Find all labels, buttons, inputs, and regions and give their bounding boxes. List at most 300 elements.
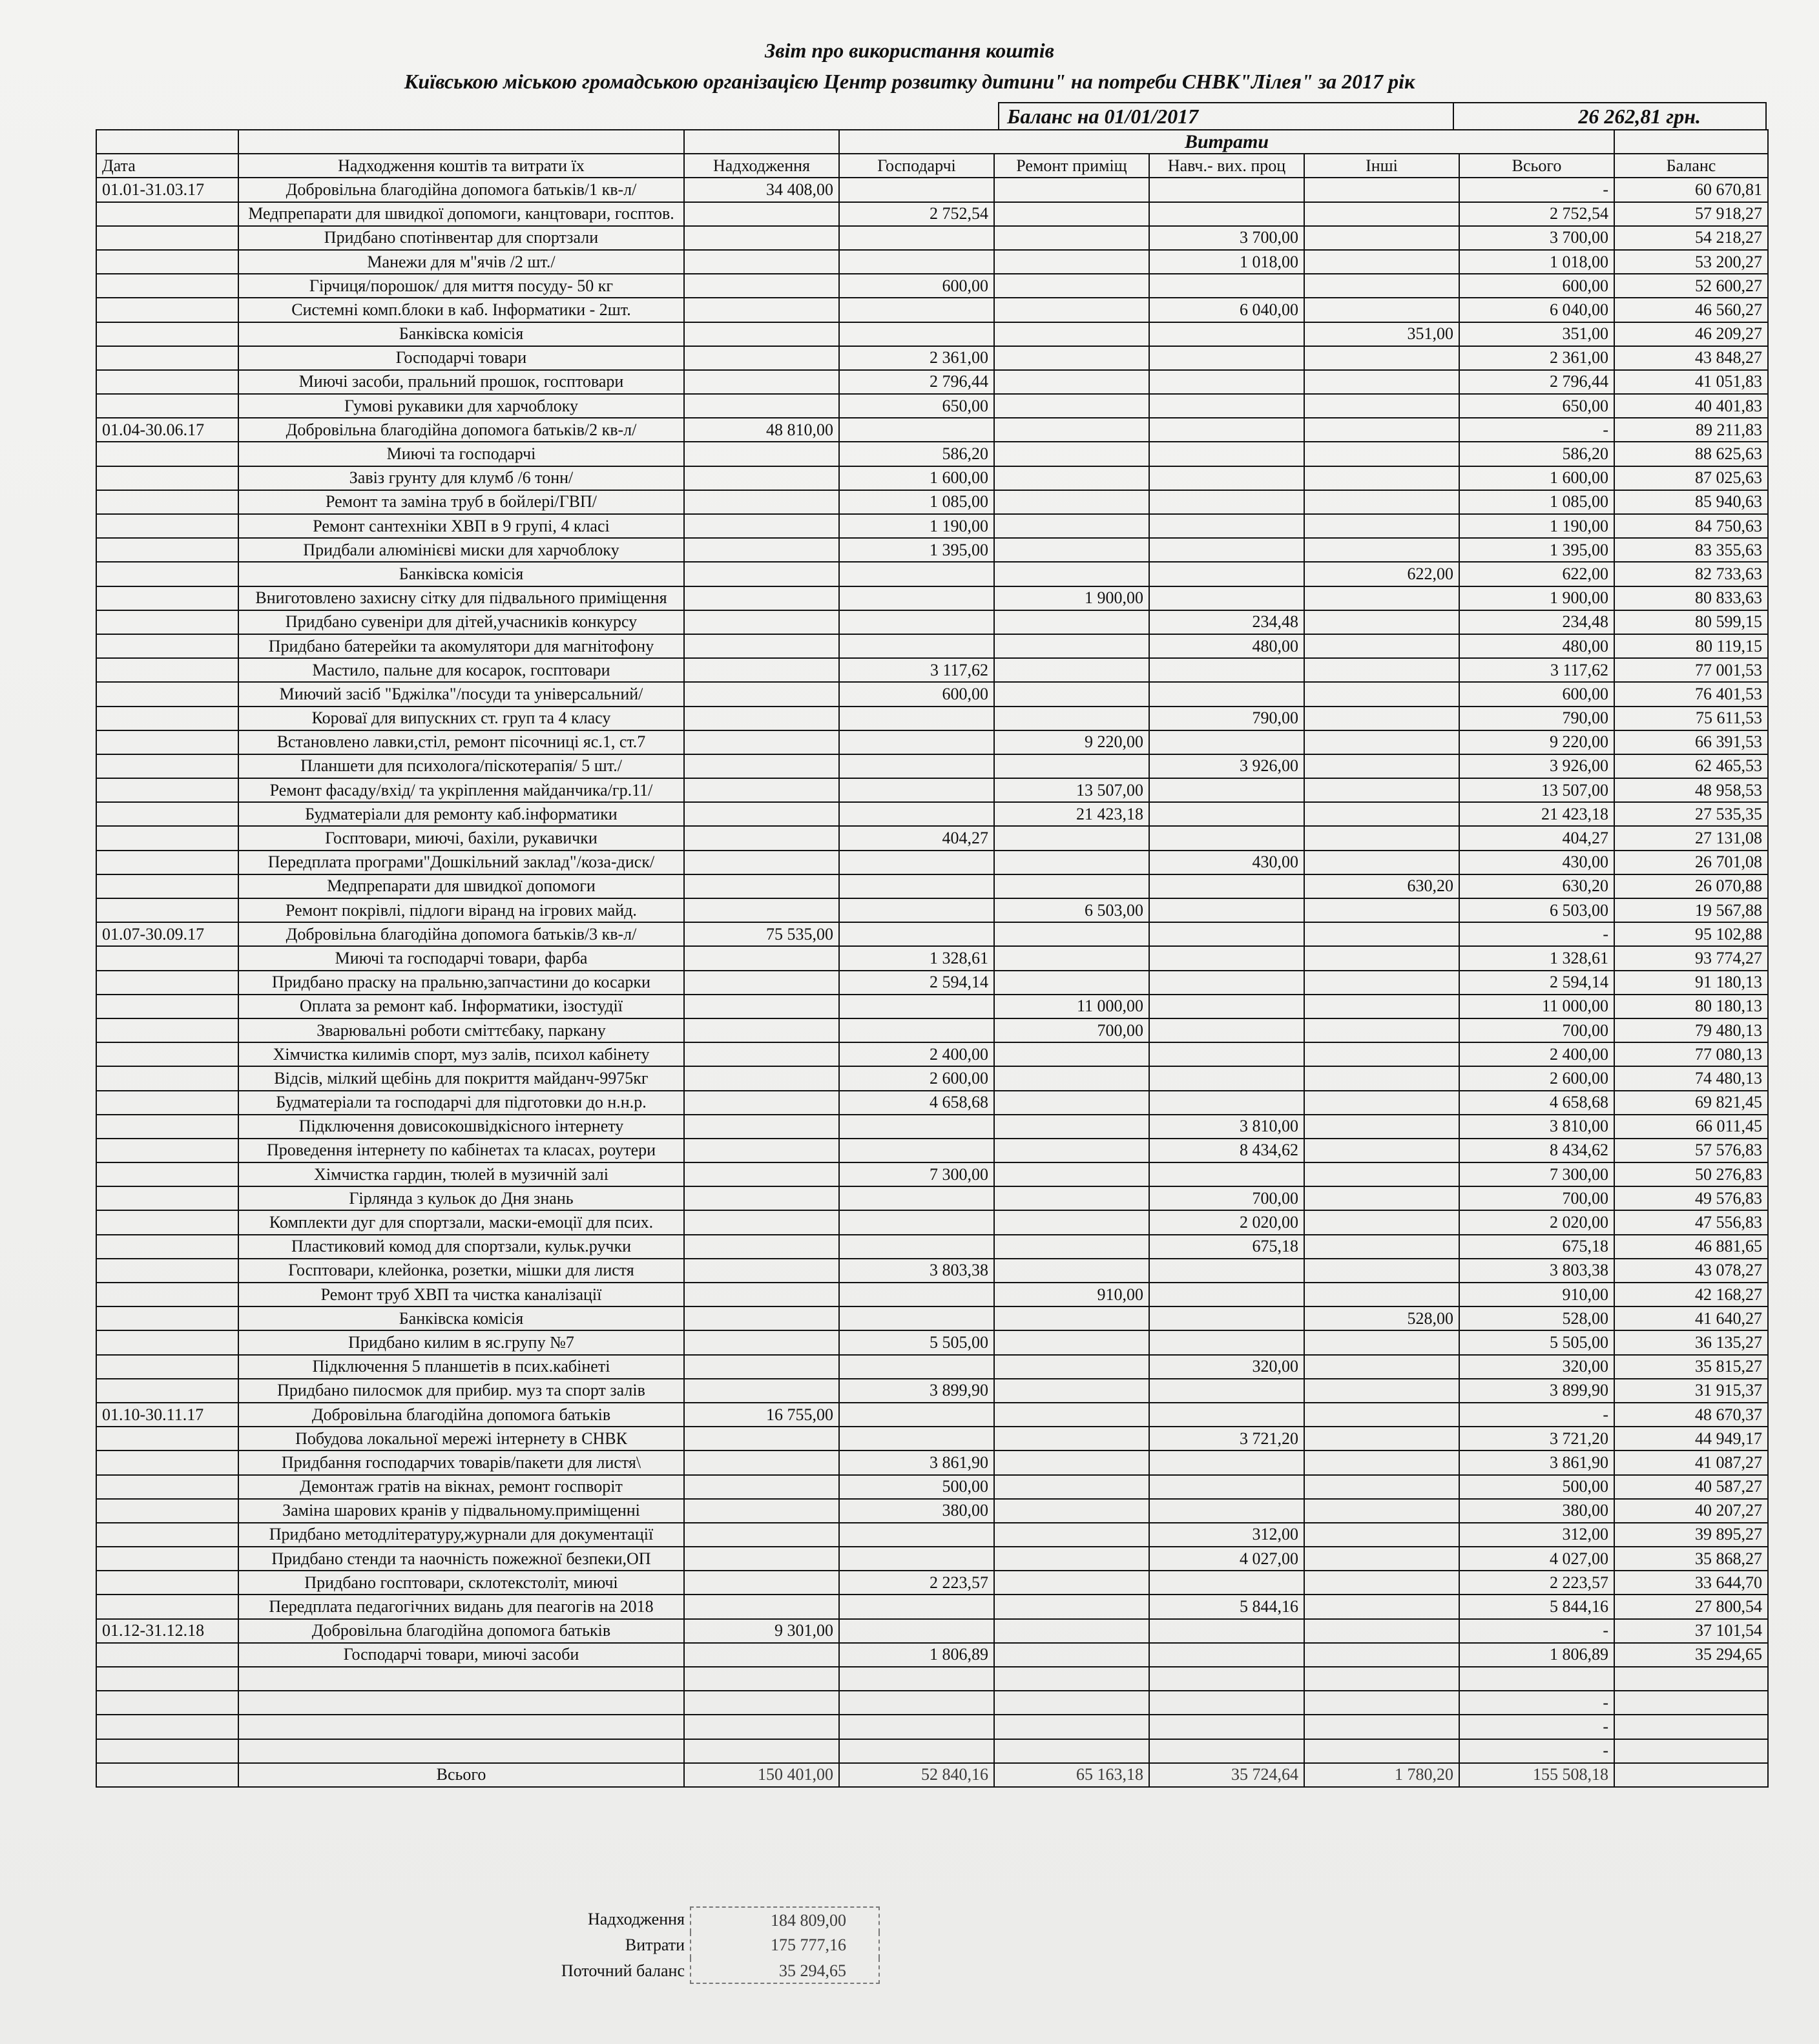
cell-income (684, 1139, 839, 1162)
cell-repair (994, 1475, 1149, 1499)
cell-household: 3 899,90 (839, 1379, 994, 1403)
cell-balance: 46 209,27 (1614, 322, 1768, 346)
cell-household: 2 361,00 (839, 346, 994, 370)
cell-date (96, 298, 238, 322)
cell-edu (1149, 826, 1304, 850)
cell-household: 1 328,61 (839, 946, 994, 970)
cell-desc: Придбання господарчих товарів/пакети для листя\ (238, 1450, 684, 1474)
cell-other: 622,00 (1304, 562, 1459, 586)
cell-total: 2 796,44 (1459, 370, 1614, 394)
cell-desc: Миючі засоби, пральний прошок, госптовари (238, 370, 684, 394)
cell-date (96, 274, 238, 298)
cell-edu: 790,00 (1149, 707, 1304, 730)
cell-other (1304, 1715, 1459, 1739)
table-row (96, 1450, 1768, 1474)
cell-household (839, 1523, 994, 1547)
cell-balance: 35 868,27 (1614, 1547, 1768, 1571)
cell-income (684, 1427, 839, 1450)
table-row (96, 658, 1768, 682)
cell-edu: 4 027,00 (1149, 1547, 1304, 1571)
cell-income (684, 1259, 839, 1283)
cell-total: 790,00 (1459, 707, 1614, 730)
cell-balance: 41 640,27 (1614, 1306, 1768, 1330)
cell-date (96, 1450, 238, 1474)
cell-balance: 54 218,27 (1614, 226, 1768, 250)
cell-household (839, 322, 994, 346)
cell-repair (994, 1355, 1149, 1379)
cell-total: 2 223,57 (1459, 1571, 1614, 1595)
cell-total: 1 600,00 (1459, 466, 1614, 490)
cell-household: 2 796,44 (839, 370, 994, 394)
cell-income (684, 851, 839, 874)
cell-desc: Добровільна благодійна допомога батьків/3 кв-л/ (238, 922, 684, 946)
cell-total: 21 423,18 (1459, 802, 1614, 826)
cell-edu (1149, 538, 1304, 562)
cell-repair (994, 1066, 1149, 1090)
cell-household: 500,00 (839, 1475, 994, 1499)
cell-total: 312,00 (1459, 1523, 1614, 1547)
cell-desc: Передплата педагогічних видань для пеагогів на 2018 (238, 1595, 684, 1618)
cell-desc: Придбано сувеніри для дітей,учасників конкурсу (238, 610, 684, 634)
cell-household: 2 400,00 (839, 1042, 994, 1066)
cell-desc: Комплекти дуг для спортзали, маски-емоції для псих. (238, 1210, 684, 1234)
cell-balance: 66 391,53 (1614, 730, 1768, 754)
cell-other (1304, 226, 1459, 250)
table-row (96, 851, 1768, 874)
cell-balance: 40 587,27 (1614, 1475, 1768, 1499)
cell-income (684, 1379, 839, 1403)
cell-repair (994, 826, 1149, 850)
cell-date (96, 1739, 238, 1763)
cell-household (839, 898, 994, 922)
cell-balance (1614, 1739, 1768, 1763)
cell-repair (994, 1091, 1149, 1115)
cell-total: - (1459, 922, 1614, 946)
cell-household: 1 395,00 (839, 538, 994, 562)
cell-desc: Ремонт та заміна труб в бойлері/ГВП/ (238, 490, 684, 514)
cell-income (684, 707, 839, 730)
total-cell-household: 52 840,16 (839, 1763, 994, 1787)
cell-desc: Будматеріали та господарчі для підготовки до н.н.р. (238, 1091, 684, 1115)
cell-total: 5 844,16 (1459, 1595, 1614, 1618)
total-cell-income: 150 401,00 (684, 1763, 839, 1787)
cell-desc: Придбано госптовари, склотекстоліт, миючі (238, 1571, 684, 1595)
cell-edu (1149, 778, 1304, 802)
cell-edu: 430,00 (1149, 851, 1304, 874)
cell-other (1304, 1739, 1459, 1763)
cell-total: 2 400,00 (1459, 1042, 1614, 1066)
cell-other (1304, 1283, 1459, 1306)
cell-other (1304, 1619, 1459, 1643)
cell-repair: 21 423,18 (994, 802, 1149, 826)
cell-edu (1149, 1450, 1304, 1474)
cell-date (96, 1571, 238, 1595)
cell-household (839, 1595, 994, 1618)
table-row (96, 1139, 1768, 1162)
cell-other (1304, 610, 1459, 634)
cell-income (684, 1355, 839, 1379)
cell-income (684, 995, 839, 1018)
cell-date (96, 754, 238, 778)
header-group-row (96, 130, 1768, 154)
cell-date (96, 682, 238, 706)
cell-desc: Банківска комісія (238, 1306, 684, 1330)
cell-edu (1149, 922, 1304, 946)
cell-total (1459, 1667, 1614, 1691)
cell-edu (1149, 1691, 1304, 1715)
cell-total: 8 434,62 (1459, 1139, 1614, 1162)
cell-repair (994, 922, 1149, 946)
table-row (96, 346, 1768, 370)
cell-repair (994, 250, 1149, 274)
cell-household (839, 1739, 994, 1763)
cell-desc: Ремонт сантехніки ХВП в 9 групі, 4 класі (238, 514, 684, 538)
table-row (96, 874, 1768, 898)
cell-household (839, 1186, 994, 1210)
table-row (96, 178, 1768, 201)
cell-desc: Планшети для психолога/піскотерапія/ 5 шт./ (238, 754, 684, 778)
cell-total: - (1459, 1739, 1614, 1763)
cell-balance: 91 180,13 (1614, 971, 1768, 995)
cell-total: 3 700,00 (1459, 226, 1614, 250)
cell-repair (994, 1379, 1149, 1403)
cell-balance: 83 355,63 (1614, 538, 1768, 562)
cell-edu (1149, 898, 1304, 922)
summary-row (491, 1958, 880, 1984)
cell-repair: 13 507,00 (994, 778, 1149, 802)
cell-income (684, 682, 839, 706)
cell-desc: Миючі та господарчі товари, фарба (238, 946, 684, 970)
cell-repair: 9 220,00 (994, 730, 1149, 754)
cell-date (96, 1475, 238, 1499)
cell-total: 500,00 (1459, 1475, 1614, 1499)
cell-repair (994, 754, 1149, 778)
summary-block (491, 1906, 880, 1984)
cell-household (839, 1667, 994, 1691)
cell-household: 1 190,00 (839, 514, 994, 538)
cell-income (684, 586, 839, 610)
cell-desc: Добровільна благодійна допомога батьків (238, 1619, 684, 1643)
cell-edu (1149, 490, 1304, 514)
cell-balance: 48 670,37 (1614, 1403, 1768, 1427)
cell-income (684, 1499, 839, 1523)
cell-income (684, 1523, 839, 1547)
cell-date (96, 442, 238, 466)
cell-balance: 60 670,81 (1614, 178, 1768, 201)
cell-household (839, 707, 994, 730)
cell-desc: Підключення 5 планшетів в псих.кабінеті (238, 1355, 684, 1379)
table-row (96, 538, 1768, 562)
cell-date (96, 1210, 238, 1234)
cell-total: 3 721,20 (1459, 1427, 1614, 1450)
cell-repair (994, 1259, 1149, 1283)
cell-repair (994, 466, 1149, 490)
cell-other (1304, 995, 1459, 1018)
cell-income (684, 1042, 839, 1066)
cell-total: 622,00 (1459, 562, 1614, 586)
cell-edu (1149, 1715, 1304, 1739)
cell-edu: 675,18 (1149, 1235, 1304, 1259)
cell-desc: Передплата програми"Дошкільний заклад"/коза-диск/ (238, 851, 684, 874)
total-cell-total: 155 508,18 (1459, 1763, 1614, 1787)
cell-repair (994, 1571, 1149, 1595)
cell-date (96, 1162, 238, 1186)
cell-date (96, 1042, 238, 1066)
cell-desc (238, 1691, 684, 1715)
cell-other (1304, 418, 1459, 442)
cell-balance: 40 207,27 (1614, 1499, 1768, 1523)
cell-repair (994, 490, 1149, 514)
cell-other (1304, 370, 1459, 394)
cell-income (684, 370, 839, 394)
table-row (96, 730, 1768, 754)
cell-household: 1 600,00 (839, 466, 994, 490)
cell-balance: 88 625,63 (1614, 442, 1768, 466)
cell-household: 2 752,54 (839, 202, 994, 226)
cell-income (684, 946, 839, 970)
cell-other (1304, 466, 1459, 490)
table-row (96, 778, 1768, 802)
cell-date (96, 1667, 238, 1691)
cell-household (839, 1427, 994, 1450)
cell-edu (1149, 586, 1304, 610)
table-row (96, 586, 1768, 610)
cell-date: 01.07-30.09.17 (96, 922, 238, 946)
cell-edu: 480,00 (1149, 634, 1304, 658)
cell-income (684, 1571, 839, 1595)
cell-balance: 19 567,88 (1614, 898, 1768, 922)
cell-income (684, 1739, 839, 1763)
cell-income (684, 1235, 839, 1259)
cell-date (96, 1259, 238, 1283)
cell-total: 1 085,00 (1459, 490, 1614, 514)
table-row (96, 610, 1768, 634)
cell-repair (994, 1427, 1149, 1450)
cell-desc: Ремонт фасаду/вхід/ та укріплення майданчика/гр.11/ (238, 778, 684, 802)
cell-desc: Зварювальні роботи сміттєбаку, паркану (238, 1018, 684, 1042)
cell-edu (1149, 394, 1304, 418)
cell-household: 380,00 (839, 1499, 994, 1523)
cell-date (96, 826, 238, 850)
cell-desc: Придбано праску на пральню,запчастини до косарки (238, 971, 684, 995)
cell-income (684, 538, 839, 562)
cell-edu (1149, 1739, 1304, 1763)
table-row (96, 1186, 1768, 1210)
cell-balance: 35 294,65 (1614, 1643, 1768, 1667)
cell-date (96, 1643, 238, 1667)
cell-desc: Придбано стенди та наочність пожежної безпеки,ОП (238, 1547, 684, 1571)
cell-repair (994, 851, 1149, 874)
cell-desc: Пластиковий комод для спортзали, кульк.ручки (238, 1235, 684, 1259)
cell-balance: 40 401,83 (1614, 394, 1768, 418)
cell-date (96, 707, 238, 730)
col-header-balance: Баланс (1614, 154, 1768, 178)
cell-balance: 80 119,15 (1614, 634, 1768, 658)
cell-household: 2 594,14 (839, 971, 994, 995)
cell-household: 404,27 (839, 826, 994, 850)
cell-household (839, 250, 994, 274)
cell-income (684, 1091, 839, 1115)
table-row (96, 442, 1768, 466)
cell-edu (1149, 1018, 1304, 1042)
table-row (96, 1427, 1768, 1450)
cell-balance: 57 918,27 (1614, 202, 1768, 226)
cell-income (684, 562, 839, 586)
cell-household (839, 298, 994, 322)
table-row (96, 682, 1768, 706)
cell-total: 2 752,54 (1459, 202, 1614, 226)
cell-desc: Підключення довисокошвідкісного інтернету (238, 1115, 684, 1139)
cell-income (684, 754, 839, 778)
cell-repair (994, 1042, 1149, 1066)
table-row (96, 971, 1768, 995)
cell-balance: 85 940,63 (1614, 490, 1768, 514)
cell-date (96, 610, 238, 634)
cell-edu: 234,48 (1149, 610, 1304, 634)
cell-income (684, 634, 839, 658)
cell-desc: Гумові рукавики для харчоблоку (238, 394, 684, 418)
cell-desc: Хімчистка гардин, тюлей в музичній залі (238, 1162, 684, 1186)
cell-income (684, 730, 839, 754)
cell-household: 650,00 (839, 394, 994, 418)
cell-household: 3 117,62 (839, 658, 994, 682)
cell-income (684, 1643, 839, 1667)
cell-other (1304, 1379, 1459, 1403)
cell-balance: 57 576,83 (1614, 1139, 1768, 1162)
cell-other (1304, 394, 1459, 418)
cell-repair (994, 202, 1149, 226)
cell-desc: Придбали алюмінієві миски для харчоблоку (238, 538, 684, 562)
cell-balance: 41 087,27 (1614, 1450, 1768, 1474)
cell-repair (994, 370, 1149, 394)
cell-desc: Демонтаж гратів на вікнах, ремонт госпворіт (238, 1475, 684, 1499)
cell-desc: Добровільна благодійна допомога батьків/1 кв-л/ (238, 178, 684, 201)
cell-date (96, 394, 238, 418)
table-row (96, 1162, 1768, 1186)
cell-total: 3 117,62 (1459, 658, 1614, 682)
cell-balance: 43 848,27 (1614, 346, 1768, 370)
cell-edu (1149, 418, 1304, 442)
table-row (96, 1042, 1768, 1066)
cell-repair (994, 1499, 1149, 1523)
cell-date: 01.10-30.11.17 (96, 1403, 238, 1427)
cell-other (1304, 754, 1459, 778)
cell-balance: 80 180,13 (1614, 995, 1768, 1018)
cell-repair (994, 1210, 1149, 1234)
cell-income (684, 202, 839, 226)
cell-household: 1 085,00 (839, 490, 994, 514)
cell-income (684, 274, 839, 298)
cell-edu (1149, 682, 1304, 706)
cell-edu: 312,00 (1149, 1523, 1304, 1547)
total-cell-desc: Всього (238, 1763, 684, 1787)
cell-other (1304, 634, 1459, 658)
cell-other (1304, 178, 1459, 201)
table-row (96, 466, 1768, 490)
cell-edu (1149, 1475, 1304, 1499)
cell-balance: 27 535,35 (1614, 802, 1768, 826)
cell-repair (994, 394, 1149, 418)
cell-edu (1149, 1066, 1304, 1090)
total-cell (96, 1763, 238, 1787)
cell-edu: 3 810,00 (1149, 1115, 1304, 1139)
table-row (96, 1210, 1768, 1234)
cell-repair (994, 1330, 1149, 1354)
cell-date (96, 1427, 238, 1450)
cell-balance: 41 051,83 (1614, 370, 1768, 394)
cell-date (96, 971, 238, 995)
cell-balance: 26 070,88 (1614, 874, 1768, 898)
cell-date (96, 1379, 238, 1403)
cell-other (1304, 274, 1459, 298)
cell-other (1304, 1330, 1459, 1354)
cell-total: 430,00 (1459, 851, 1614, 874)
cell-edu: 320,00 (1149, 1355, 1304, 1379)
cell-repair: 910,00 (994, 1283, 1149, 1306)
cell-total: 320,00 (1459, 1355, 1614, 1379)
cell-other (1304, 1139, 1459, 1162)
cell-household (839, 1691, 994, 1715)
cell-other (1304, 1259, 1459, 1283)
cell-income (684, 346, 839, 370)
table-row (96, 1306, 1768, 1330)
cell-desc: Манежи для м"ячів /2 шт./ (238, 250, 684, 274)
cell-balance: 77 001,53 (1614, 658, 1768, 682)
cell-date (96, 514, 238, 538)
cell-income (684, 466, 839, 490)
cell-edu (1149, 466, 1304, 490)
cell-repair (994, 538, 1149, 562)
table-row (96, 1115, 1768, 1139)
cell-edu (1149, 1571, 1304, 1595)
cell-desc: Ремонт труб ХВП та чистка каналізації (238, 1283, 684, 1306)
cell-desc: Проведення інтернету по кабінетах та класах, роутери (238, 1139, 684, 1162)
cell-other (1304, 946, 1459, 970)
cell-household: 3 861,90 (839, 1450, 994, 1474)
summary-label: Надходження (588, 1910, 685, 1928)
cell-total: 600,00 (1459, 274, 1614, 298)
cell-income (684, 1595, 839, 1618)
cell-desc: Оплата за ремонт каб. Інформатики, ізостудії (238, 995, 684, 1018)
cell-total: - (1459, 418, 1614, 442)
cell-household: 5 505,00 (839, 1330, 994, 1354)
cell-edu (1149, 874, 1304, 898)
cell-desc: Побудова локальної мережі інтернету в СНВК (238, 1427, 684, 1450)
cell-balance: 37 101,54 (1614, 1619, 1768, 1643)
cell-household: 600,00 (839, 682, 994, 706)
cell-date (96, 1547, 238, 1571)
col-header-date: Дата (96, 154, 238, 178)
cell-edu (1149, 1667, 1304, 1691)
cell-total: - (1459, 1619, 1614, 1643)
cell-repair (994, 322, 1149, 346)
cell-desc: Придбано килим в яс.групу №7 (238, 1330, 684, 1354)
cell-balance: 95 102,88 (1614, 922, 1768, 946)
cell-balance: 84 750,63 (1614, 514, 1768, 538)
cell-date (96, 202, 238, 226)
col-header-other: Інші (1304, 154, 1459, 178)
cell-other (1304, 658, 1459, 682)
cell-repair (994, 346, 1149, 370)
cell-edu (1149, 1330, 1304, 1354)
cell-total: 404,27 (1459, 826, 1614, 850)
summary-value: 175 777,16 (690, 1932, 880, 1958)
table-row (96, 1739, 1768, 1763)
cell-repair (994, 1523, 1149, 1547)
cell-other (1304, 1235, 1459, 1259)
cell-balance: 50 276,83 (1614, 1162, 1768, 1186)
cell-repair (994, 1547, 1149, 1571)
